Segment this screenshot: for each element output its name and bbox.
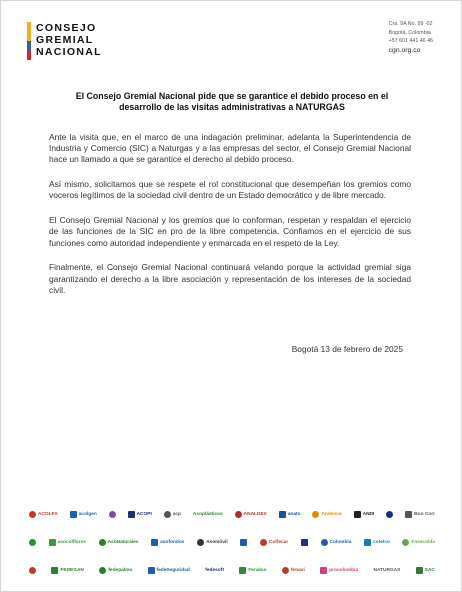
member-logo [109, 511, 116, 518]
member-logo-label: Andesco [321, 512, 342, 517]
member-logo [240, 539, 247, 546]
fedegan-circle-icon [51, 567, 58, 574]
member-logo [320, 567, 358, 574]
member-logo [235, 511, 267, 518]
website-link[interactable]: cgn.org.co [388, 46, 421, 54]
member-logo [301, 539, 308, 546]
paragraph-1: Ante la visita que, en el marco de una indagación preliminar, adelanta la Superintendencia de Industria y Comercio (SIC) a Naturgas y a las empresas del sector, el Consejo Gremial Nacional hace un llamado a que se garantice el derecho al debido proceso. [49, 132, 411, 165]
member-logo-label: SAC [424, 568, 435, 573]
member-logo-label: asocolflores [57, 540, 86, 545]
member-logo [148, 567, 190, 574]
member-logo [364, 539, 390, 546]
member-logo [282, 567, 305, 574]
asofondos-icon [151, 539, 158, 546]
cotelco-icon [364, 539, 371, 546]
member-logo [312, 511, 341, 518]
analdex-icon [235, 511, 242, 518]
fedegan-icon [29, 567, 36, 574]
swirl-blue-icon [70, 511, 77, 518]
logo-line-1: CONSEJO [36, 22, 97, 34]
member-logo-label: FEDEGAN [60, 568, 84, 573]
member-logo [239, 567, 266, 574]
logo-line-3: NACIONAL [36, 46, 102, 58]
member-logo-label: ANALDEX [243, 512, 267, 517]
member-logo [151, 539, 184, 546]
member-logo [51, 567, 83, 574]
member-logos-row-1 [29, 511, 435, 518]
member-logo-label: ANDI [362, 512, 375, 517]
circle-red-icon [29, 511, 36, 518]
member-logo [193, 512, 223, 517]
member-logo-label: acp [172, 512, 181, 517]
procolombia-icon [320, 567, 327, 574]
member-logo-label: fedesoft [205, 568, 224, 573]
member-logo [29, 539, 36, 546]
press-release-body [49, 132, 411, 310]
logo-wordmark [36, 22, 102, 58]
member-logo [197, 539, 228, 546]
logo-line-2: GREMIAL [36, 34, 94, 46]
member-logo [29, 567, 36, 574]
flower-multicolor-icon [109, 511, 116, 518]
member-logos-row-2 [29, 539, 435, 546]
paragraph-4: Finalmente, el Consejo Gremial Nacional continuará velando porque la actividad gremial siga garantizando el derecho a la libre asociación y representación de los intereses de la sociedad civil. [49, 262, 411, 295]
member-logo-label: ACOLFA [38, 512, 58, 517]
member-logo-label: AsoNaturales [107, 540, 139, 545]
member-logo-label: fedeSeguridad [156, 568, 190, 573]
member-logo-label: fenavi [290, 568, 305, 573]
date-signature: Bogotá 13 de febrero de 2025 [291, 344, 403, 354]
member-logo [29, 511, 58, 518]
green-badge-icon [29, 539, 36, 546]
contact-block [389, 20, 433, 55]
member-logo [405, 511, 435, 518]
member-logo-label: NATURGAS [373, 568, 401, 573]
member-logo [386, 511, 393, 518]
member-logo-label: acolgen [78, 512, 97, 517]
member-logos-row-3 [29, 567, 435, 574]
member-logo-label: anato [287, 512, 301, 517]
member-logo [416, 567, 435, 574]
member-logo [373, 568, 400, 573]
andi-icon [354, 511, 361, 518]
paragraph-2: Así mismo, solicitamos que se respete el rol constitucional que desempeñan los gremios como voceros legítimos de la sociedad civil dentro de un Estado democrático y de libre mercado. [49, 179, 411, 201]
member-logo [260, 539, 288, 546]
member-logo-label: Colfecar [269, 540, 289, 545]
member-logo-label: cotelco [373, 540, 390, 545]
member-logo [354, 511, 375, 518]
member-logo [99, 567, 132, 574]
leaf-icon [99, 539, 106, 546]
member-logo-label: Acoplásticos [192, 512, 223, 517]
member-logo [128, 511, 152, 518]
member-logo [279, 511, 301, 518]
member-logo [402, 539, 434, 546]
member-logo-label: Fasecolda [411, 540, 435, 545]
asocana-icon [405, 511, 412, 518]
asomovil-icon [197, 539, 204, 546]
andesco-icon [312, 511, 319, 518]
acopi-badge-icon [128, 511, 135, 518]
member-logo-label: fedepalma [108, 568, 133, 573]
member-logo-label: asofondos [160, 540, 185, 545]
press-release-title: El Consejo Gremial Nacional pide que se garantice el debido proceso en el desarrollo de las visitas administrativas a NATURGAS [75, 91, 389, 112]
colombia-icon [321, 539, 328, 546]
member-logo [164, 511, 181, 518]
member-logo [49, 539, 86, 546]
colfecar-icon [260, 539, 267, 546]
paragraph-3: El Consejo Gremial Nacional y los gremios que lo conforman, respetan y respaldan el ejercicio de las funciones de la SIC en pro de la libre competencia. Confiamos en el ejercicio de sus funciones como autoridad independiente y enmarcada en el respeto de la Ley. [49, 215, 411, 248]
fenalco-icon [239, 567, 246, 574]
asocolflores-icon [49, 539, 56, 546]
fasecolda-icon [402, 539, 409, 546]
city: Bogotá, Colombia [388, 29, 431, 36]
phone: +57 601 441 46 46 [388, 38, 433, 45]
fenavi-icon [282, 567, 289, 574]
member-logo [205, 568, 224, 573]
member-logo [321, 539, 352, 546]
fedeseguridad-icon [148, 567, 155, 574]
camacol-icon [240, 539, 247, 546]
member-logo-label: procolombia [329, 568, 359, 573]
address: Cra. 9A No. 99 -02 [388, 21, 433, 27]
member-logo [70, 511, 97, 518]
cgn-logo [27, 22, 102, 60]
logo-color-bar [27, 22, 31, 60]
confecamaras-icon [301, 539, 308, 546]
member-logo-label: Asomóvil [206, 540, 228, 545]
member-logo-label: Bon Corr [414, 512, 435, 517]
member-logo-label: Fenalco [248, 568, 267, 573]
member-logo-label: ACOPI [136, 512, 152, 517]
member-logo [99, 539, 139, 546]
fedepalma-icon [99, 567, 106, 574]
asobancaria-icon [386, 511, 393, 518]
anato-icon [279, 511, 286, 518]
sac-icon [416, 567, 423, 574]
acp-star-icon [164, 511, 171, 518]
member-logo-label: Colombia [329, 540, 352, 545]
